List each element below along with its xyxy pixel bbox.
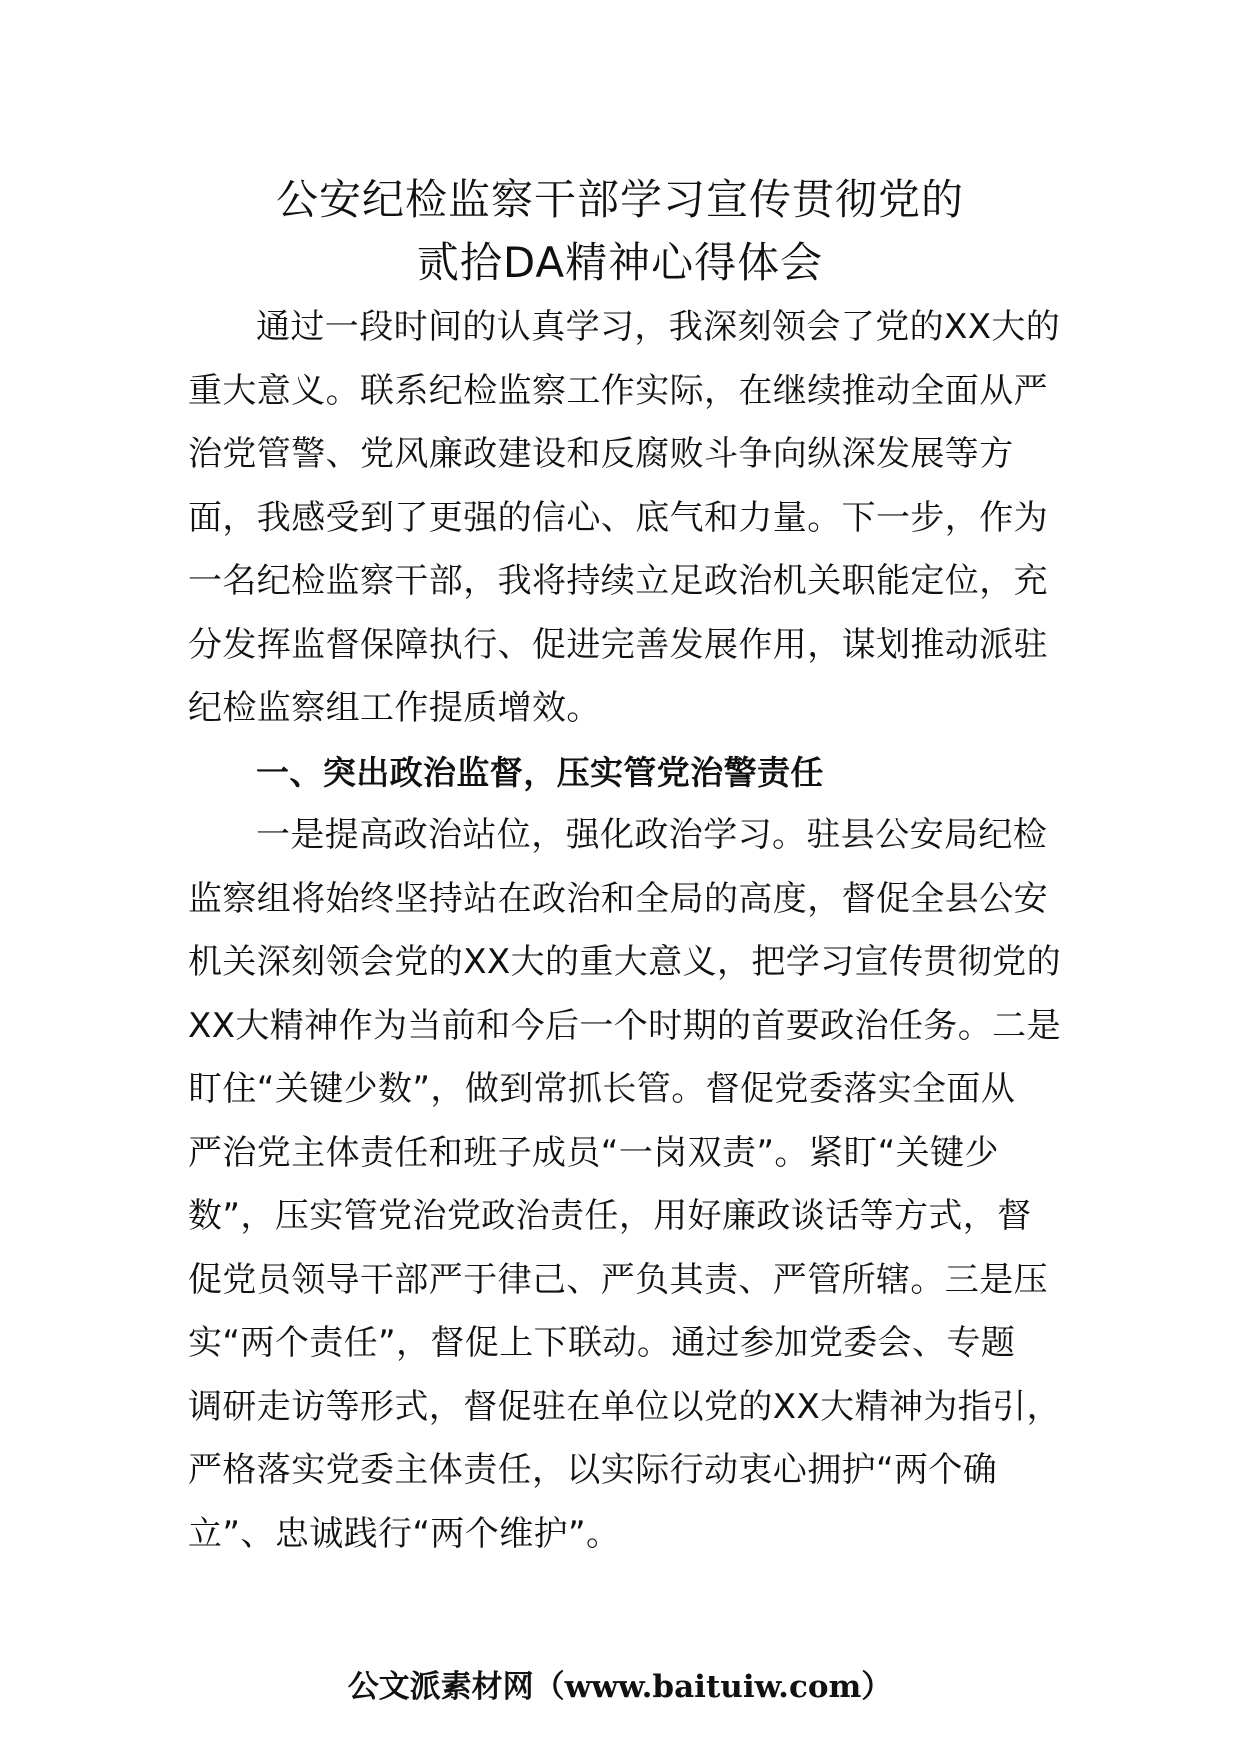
paragraph-line: 实“两个责任”，督促上下联动。通过参加党委会、专题: [188, 1323, 1016, 1363]
paragraph-line: 一名纪检监察干部，我将持续立足政治机关职能定位，充: [188, 561, 1048, 601]
paragraph-line: 重大意义。联系纪检监察工作实际，在继续推动全面从严: [188, 370, 1048, 411]
paragraph-line: 监察组将始终坚持站在政治和全局的高度，督促全县公安: [188, 878, 1048, 919]
paragraph-line: 一是提高政治站位，强化政治学习。驻县公安局纪检: [256, 815, 1048, 855]
title-line-1: 公安纪检监察干部学习宣传贯彻党的: [275, 175, 964, 224]
title-line-2: 贰拾DA精神心得体会: [416, 238, 824, 287]
paragraph-line: 纪检监察组工作提质增效。: [188, 688, 601, 728]
document-title: [0, 168, 1240, 294]
footer-watermark-text: 公文派素材网（www.baituiw.com）: [347, 1669, 893, 1705]
paragraph-line: 严治党主体责任和班子成员“一岗双责”。紧盯“关键少: [188, 1132, 999, 1173]
paragraph-line: XX大精神作为当前和今后一个时期的首要政治任务。二是: [188, 1005, 1061, 1046]
paragraph-line: 盯住“关键少数”，做到常抓长管。督促党委落实全面从: [188, 1069, 1016, 1109]
paragraph-line: 治党管警、党风廉政建设和反腐败斗争向纵深发展等方: [188, 434, 1014, 474]
paragraph-line: 面，我感受到了更强的信心、底气和力量。下一步，作为: [188, 497, 1048, 538]
paragraph-line: 立”、忠诚践行“两个维护”。: [188, 1513, 621, 1554]
paragraph-line: 机关深刻领会党的XX大的重大意义，把学习宣传贯彻党的: [188, 942, 1061, 982]
paragraph-line: 数”，压实管党治党政治责任，用好廉政谈话等方式，督: [188, 1196, 1032, 1236]
paragraph-line: 通过一段时间的认真学习，我深刻领会了党的XX大的: [256, 307, 1061, 347]
section-heading: 一、突出政治监督，压实管党治警责任: [256, 752, 824, 792]
paragraph-line: 调研走访等形式，督促驻在单位以党的XX大精神为指引，: [188, 1386, 1061, 1427]
paragraph-line: 严格落实党委主体责任，以实际行动衷心拥护“两个确: [188, 1450, 998, 1490]
document-body: [188, 296, 1061, 1566]
paragraph-line: 促党员领导干部严于律己、严负其责、严管所辖。三是压: [188, 1259, 1048, 1300]
paragraph-line: 分发挥监督保障执行、促进完善发展作用，谋划推动派驻: [188, 624, 1048, 665]
